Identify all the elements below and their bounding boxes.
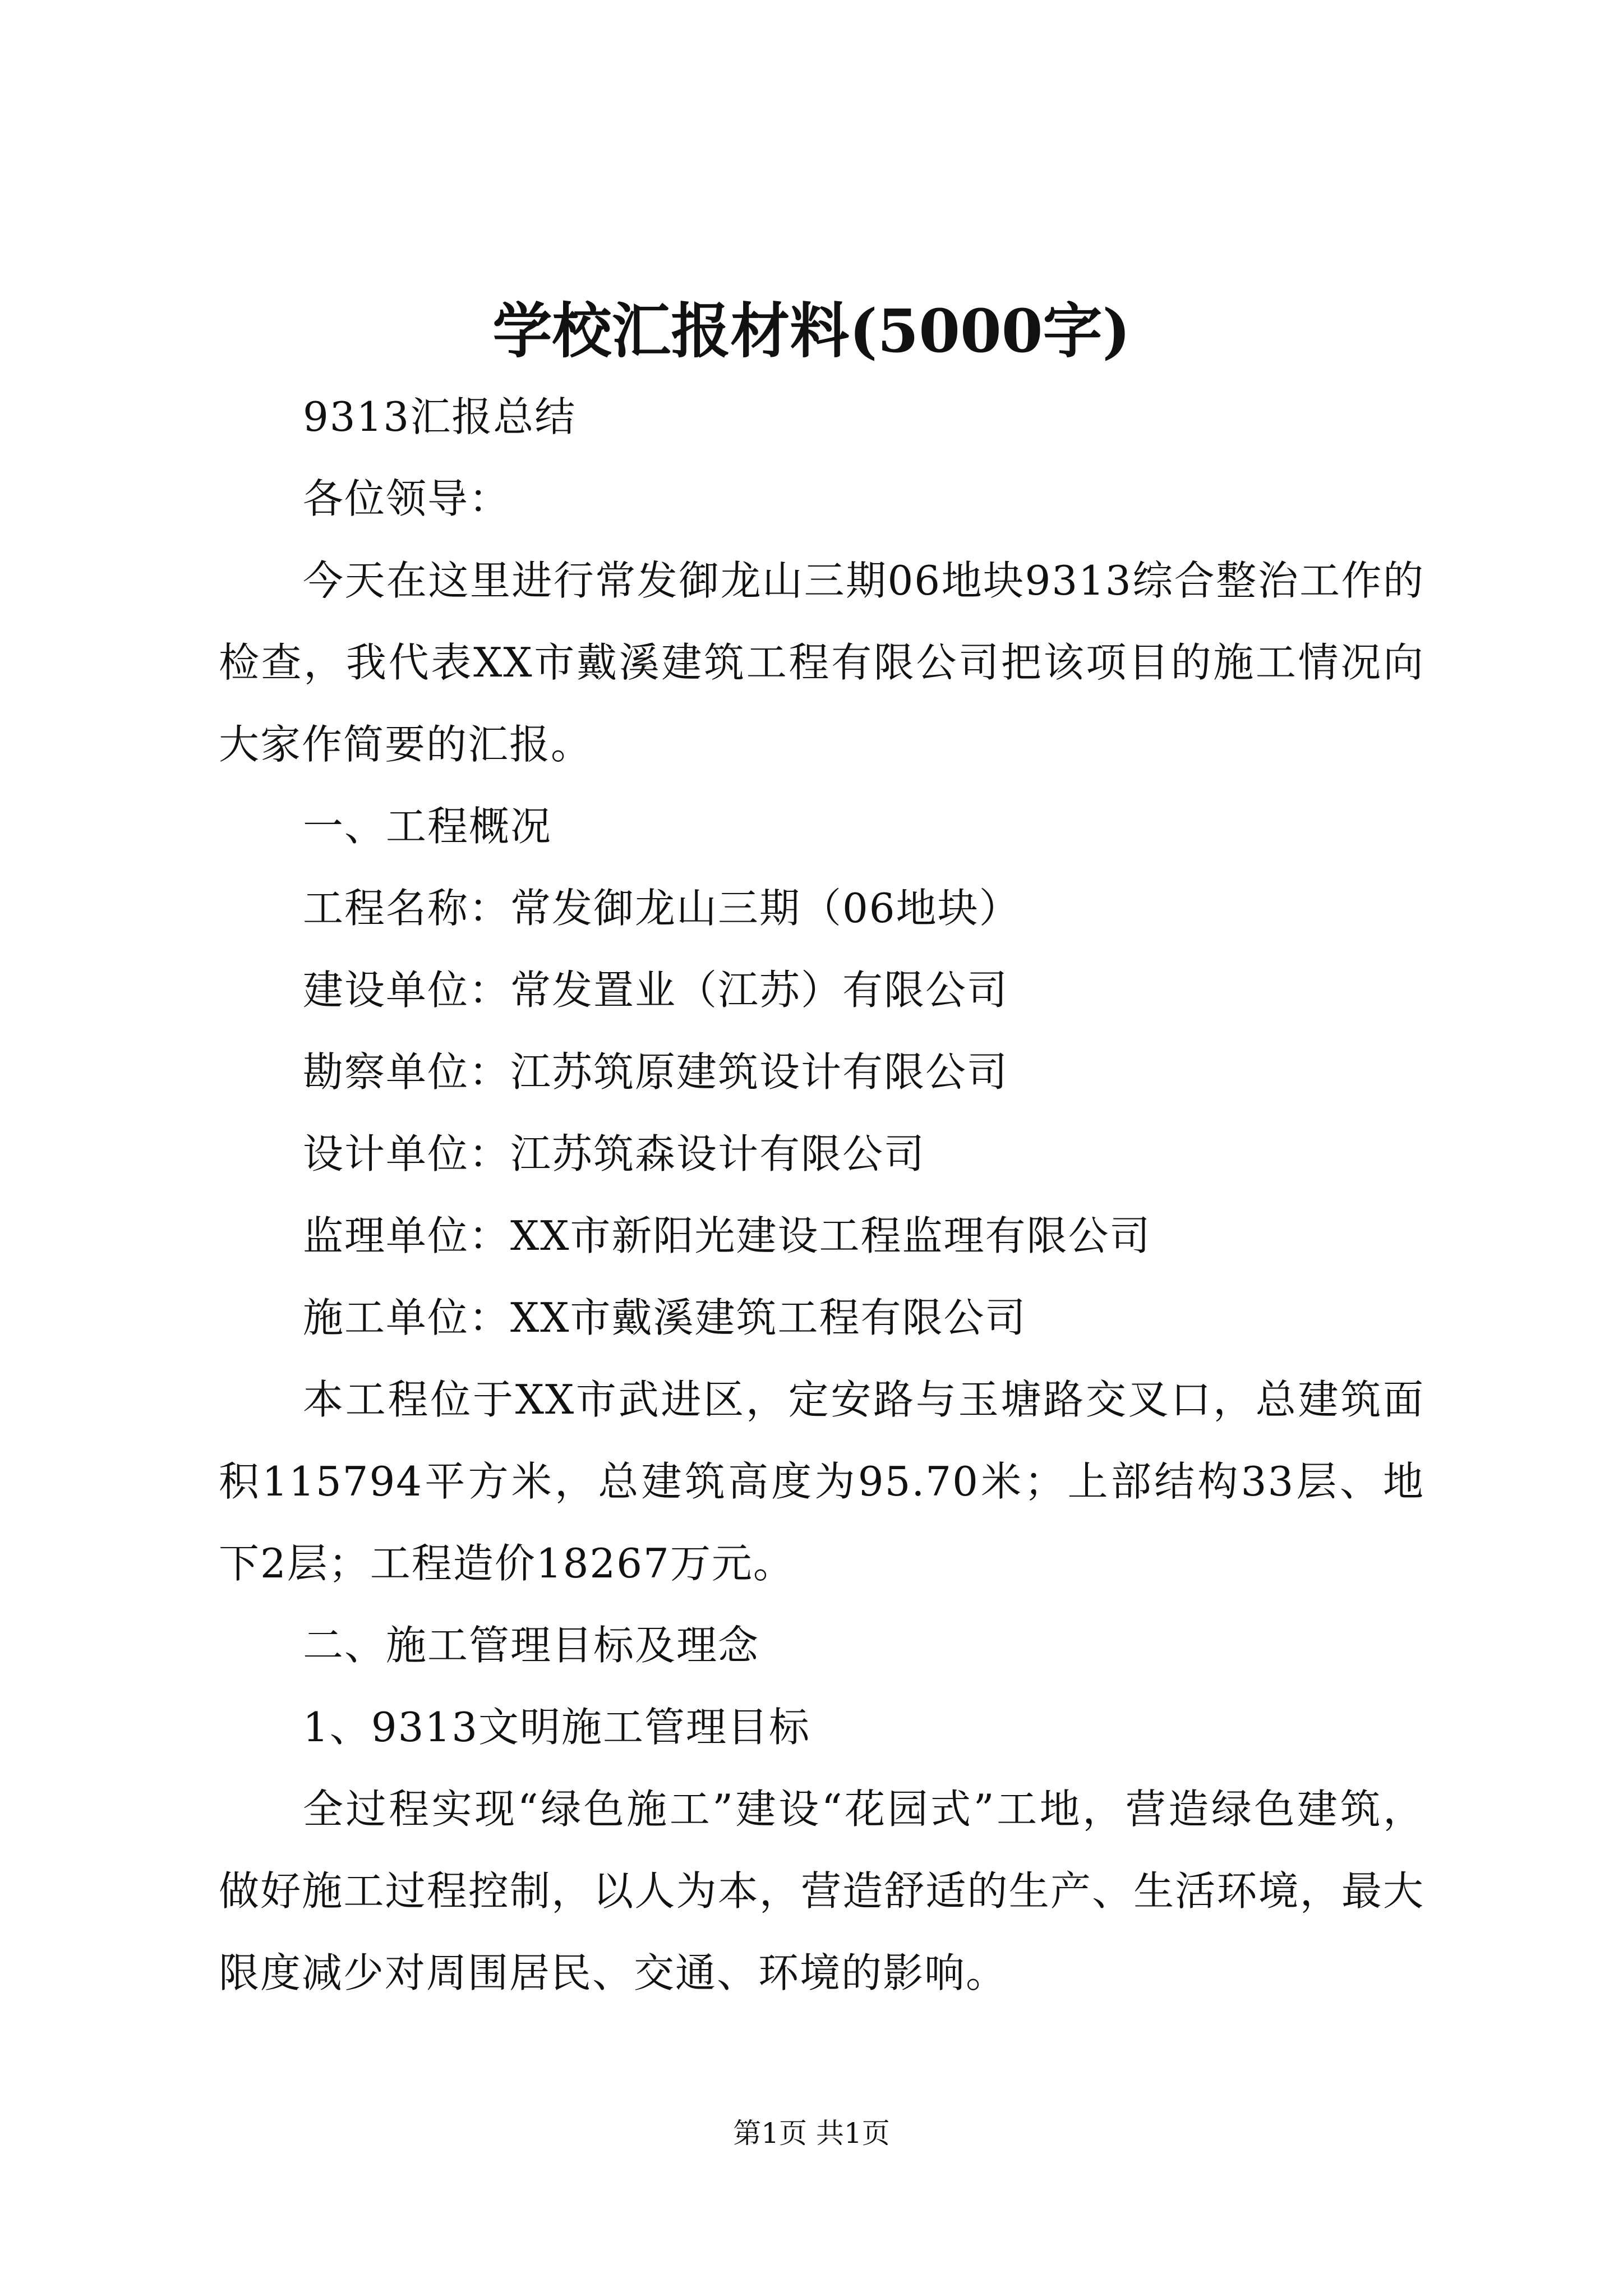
paragraph-builder: 建设单位：常发置业（江苏）有限公司 <box>303 967 1009 1014</box>
document-title: 学校汇报材料(5000字) <box>492 296 1131 366</box>
paragraph-intro: 今天在这里进行常发御龙山三期06地块9313综合整治工作的检查，我代表XX市戴溪建筑工程有限公司把该项目的施工情况向大家作简要的汇报。 <box>219 557 1424 768</box>
section-heading-management: 二、施工管理目标及理念 <box>303 1622 760 1669</box>
document-body <box>219 376 1424 2014</box>
paragraph-design-unit: 设计单位：江苏筑森设计有限公司 <box>303 1130 926 1177</box>
paragraph-salutation: 各位领导： <box>303 475 511 522</box>
page-footer: 第1页 共1页 <box>733 2117 890 2150</box>
paragraph-construction-unit: 施工单位：XX市戴溪建筑工程有限公司 <box>303 1294 1027 1341</box>
paragraph-project-name: 工程名称：常发御龙山三期（06地块） <box>303 885 1021 932</box>
paragraph-subtitle: 9313汇报总结 <box>303 393 577 440</box>
section-heading-overview: 一、工程概况 <box>303 803 552 850</box>
paragraph-survey-unit: 勘察单位：江苏筑原建筑设计有限公司 <box>303 1048 1009 1096</box>
paragraph-goal-detail: 全过程实现“绿色施工”建设“花园式”工地，营造绿色建筑，做好施工过程控制，以人为本，营造舒适的生产、生活环境，最大限度减少对周围居民、交通、环境的影响。 <box>219 1786 1424 1996</box>
subsection-heading-goal: 1、9313文明施工管理目标 <box>303 1704 811 1751</box>
paragraph-project-location: 本工程位于XX市武进区，定安路与玉塘路交叉口，总建筑面积115794平方米，总建筑高度为95.70米；上部结构33层、地下2层；工程造价18267万元。 <box>219 1376 1424 1587</box>
paragraph-supervision-unit: 监理单位：XX市新阳光建设工程监理有限公司 <box>303 1212 1151 1259</box>
